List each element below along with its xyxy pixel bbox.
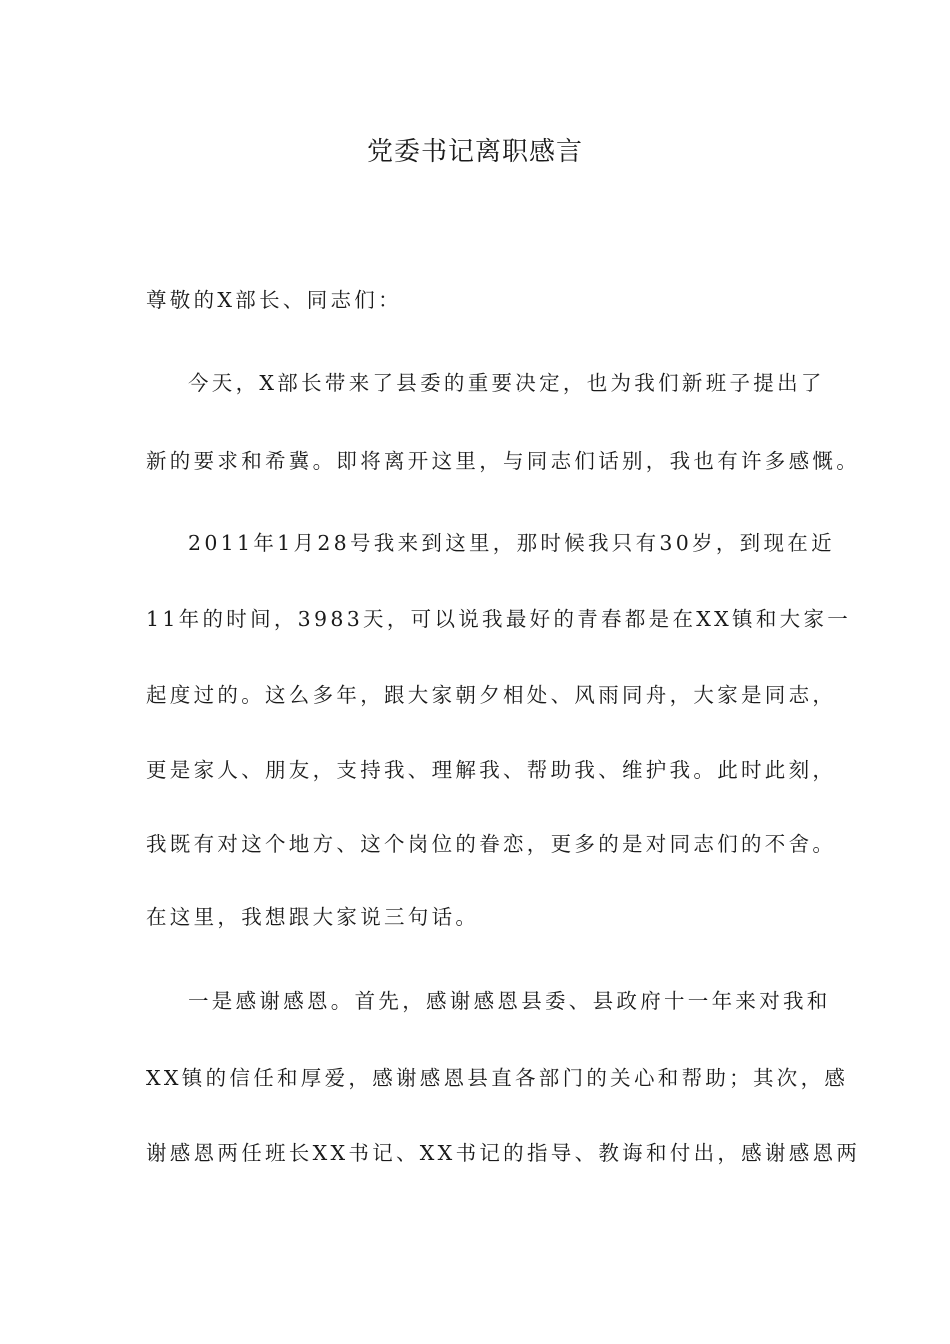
paragraph-3-line-2: XX镇的信任和厚爱，感谢感恩县直各部门的关心和帮助；其次，感: [146, 1066, 849, 1090]
paragraph-1-line-2: 新的要求和希冀。即将离开这里，与同志们话别，我也有许多感慨。: [146, 449, 860, 473]
salutation-line: 尊敬的X部长、同志们：: [146, 288, 402, 312]
paragraph-2-line-1: 2011年1月28号我来到这里，那时候我只有30岁，到现在近: [188, 531, 835, 555]
paragraph-3-line-3: 谢感恩两任班长XX书记、XX书记的指导、教诲和付出，感谢感恩两: [146, 1141, 861, 1165]
paragraph-2-line-3: 起度过的。这么多年，跟大家朝夕相处、风雨同舟，大家是同志，: [146, 683, 837, 707]
paragraph-1-line-1: 今天，X部长带来了县委的重要决定，也为我们新班子提出了: [188, 371, 825, 395]
paragraph-2-line-4: 更是家人、朋友，支持我、理解我、帮助我、维护我。此时此刻，: [146, 758, 837, 782]
paragraph-2-line-2: 11年的时间，3983天，可以说我最好的青春都是在XX镇和大家一: [146, 607, 852, 631]
document-title: 党委书记离职感言: [366, 137, 583, 167]
paragraph-2-line-6: 在这里，我想跟大家说三句话。: [146, 905, 480, 929]
paragraph-2-line-5: 我既有对这个地方、这个岗位的眷恋，更多的是对同志们的不舍。: [146, 832, 837, 856]
paragraph-3-line-1: 一是感谢感恩。首先，感谢感恩县委、县政府十一年来对我和: [188, 989, 831, 1013]
